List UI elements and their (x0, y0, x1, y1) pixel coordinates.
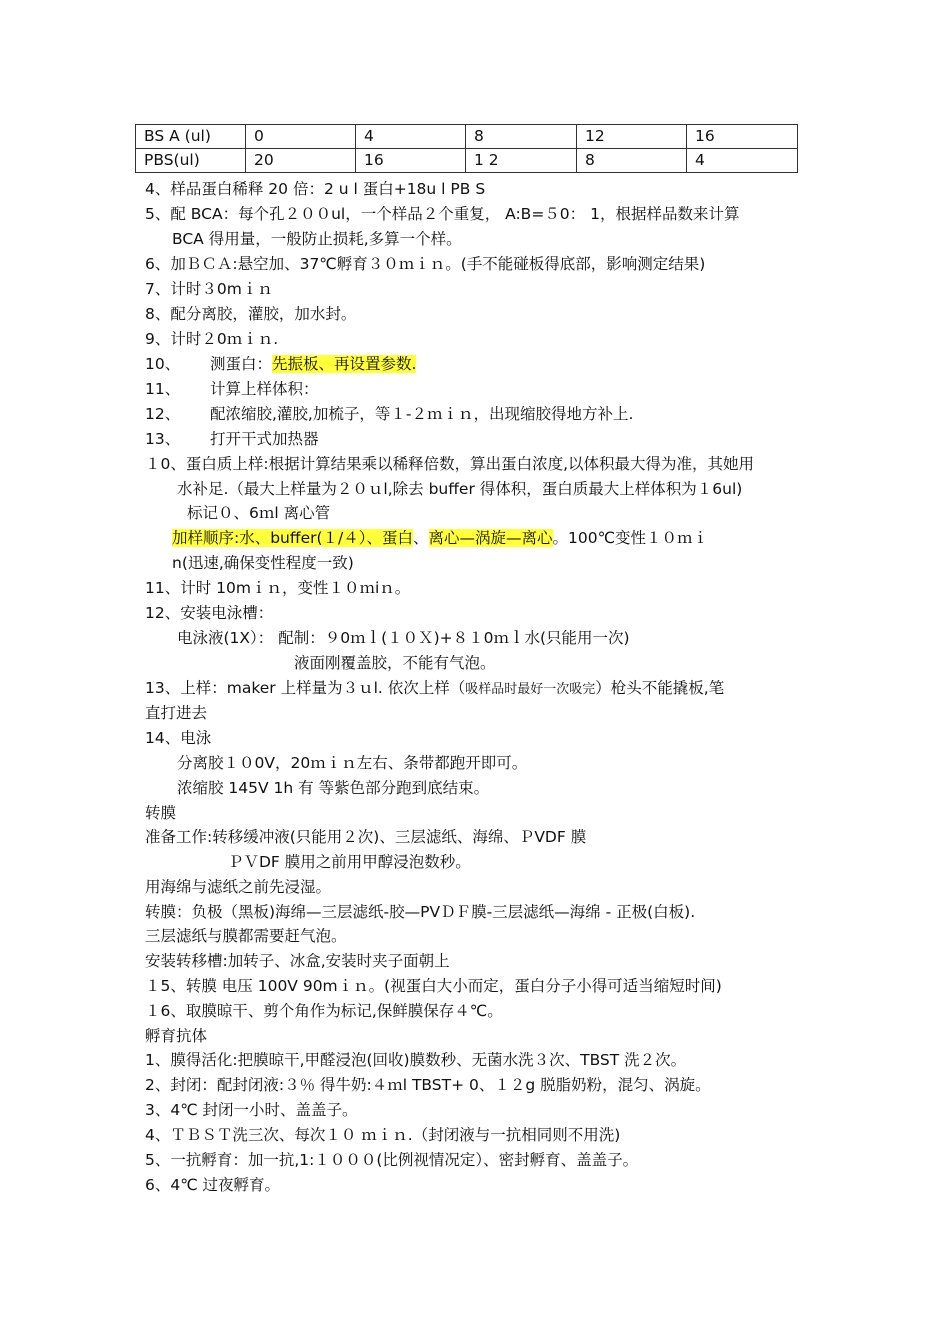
text-line: 打开干式加热器 (210, 430, 319, 448)
text-span: ）枪头不能撬板,笔 (595, 679, 725, 697)
highlighted-text: 离心—涡旋—离心 (428, 529, 553, 547)
table-cell: BS A (ul) (136, 125, 246, 149)
table-cell: 4 (687, 149, 798, 173)
text-line: 配浓缩胶,灌胶,加梳子，等１-２ｍｉｎ，出现缩胶得地方补上. (210, 405, 634, 423)
table-cell: 8 (577, 149, 687, 173)
table-cell: 4 (356, 125, 466, 149)
table-cell: PBS(ul) (136, 149, 246, 173)
text-line: 3、4℃ 封闭一小时、盖盖子。 (145, 1101, 358, 1119)
text-line: 标记０、6ｍl 离心管 (187, 504, 331, 522)
table-cell: 1 2 (466, 149, 577, 173)
table-row (136, 125, 798, 149)
table-cell: 16 (356, 149, 466, 173)
text-line: 安装转移槽:加转子、冰盒,安装时夹子面朝上 (145, 952, 450, 970)
text-span: 测蛋白： (210, 355, 273, 373)
text-line: 9、计时２0ｍｉｎ. (145, 330, 279, 348)
section-heading: 转膜 (145, 804, 177, 822)
text-line (145, 678, 724, 698)
text-line: １0、蛋白质上样:根据计算结果乘以稀释倍数，算出蛋白浓度,以体积最大得为准，其她用 (145, 455, 755, 473)
bsa-dilution-table (135, 124, 798, 173)
text-line: 转膜：负极（黑板)海绵—三层滤纸-胶—PVＤＦ膜-三层滤纸—海绵 - 正极(白板). (145, 903, 696, 921)
text-line: １6、取膜晾干、剪个角作为标记,保鲜膜保存４℃。 (145, 1002, 503, 1020)
text-line: 液面刚覆盖胶，不能有气泡。 (294, 654, 496, 672)
text-line: 14、电泳 (145, 729, 212, 747)
text-line: 12、安装电泳槽： (145, 604, 274, 622)
text-line: 5、一抗孵育：加一抗,1:１０００(比例视情况定）、密封孵育、盖盖子。 (145, 1151, 639, 1169)
text-line: 直打进去 (145, 704, 208, 722)
text-line: 分离胶１０0V，20ｍｉｎ左右、条带都跑开即可。 (177, 754, 528, 772)
text-line: 1、膜得活化:把膜晾干,甲醛浸泡(回收)膜数秒、无菌水洗３次、TBST 洗２次。 (145, 1051, 687, 1069)
text-line (210, 354, 416, 374)
text-line: 用海绵与滤纸之前先浸湿。 (145, 878, 332, 896)
table-cell: 0 (246, 125, 356, 149)
text-line: 4、ＴＢＳＴ洗三次、每次１０ ｍｉｎ.（封闭液与一抗相同则不用洗) (145, 1126, 621, 1144)
section-heading: 孵育抗体 (145, 1027, 208, 1045)
table-cell: 8 (466, 125, 577, 149)
text-line: 浓缩胶 145V 1h 有 等紫色部分跑到底结束。 (177, 779, 490, 797)
table-cell: 12 (577, 125, 687, 149)
table-row (136, 149, 798, 173)
text-span: 13、上样：maker 上样量为３ｕl. 依次上样（ (145, 679, 466, 697)
text-line (172, 528, 708, 548)
text-line: １5、转膜 电压 100V 90mｉｎ。(视蛋白大小而定，蛋白分子小得可适当缩短时间) (145, 977, 722, 995)
text-span: 。100℃变性１０ｍｉ (552, 529, 709, 547)
text-line: 三层滤纸与膜都需要赶气泡。 (145, 927, 347, 945)
step-number: 10、 (145, 355, 181, 373)
table-cell: 16 (687, 125, 798, 149)
text-line: 8、配分离胶，灌胶，加水封。 (145, 305, 357, 323)
text-line: 6、加ＢＣＡ:悬空加、37℃孵育３０ｍｉｎ。(手不能碰板得底部，影响测定结果) (145, 255, 706, 273)
text-line: n(迅速,确保变性程度一致) (172, 554, 354, 572)
text-line: 计算上样体积： (210, 380, 319, 398)
text-line: 7、计时３0mｉｎ (145, 280, 273, 298)
text-line: 11、计时 10mｉｎ，变性１０ｍiｎ。 (145, 579, 411, 597)
text-line: 2、封闭：配封闭液:３％ 得牛奶:４ｍl TBST+ 0、１２g 脱脂奶粉，混匀、涡旋。 (145, 1076, 711, 1094)
highlighted-text: 先振板、再设置参数. (272, 355, 417, 373)
text-line: ＰＶDF 膜用之前用甲醇浸泡数秒。 (228, 853, 471, 871)
text-line: 6、4℃ 过夜孵育。 (145, 1176, 281, 1194)
text-line: 电泳液(1X）： 配制：９0ｍｌ(１０Ｘ)+８１0ｍｌ水(只能用一次) (177, 629, 630, 647)
step-number: 11、 (145, 380, 181, 398)
text-span: 、 (413, 529, 429, 547)
table-cell: 20 (246, 149, 356, 173)
text-line: 5、配 BCA：每个孔２００ul，一个样品２个重复， A:B=５0： 1，根据样品数来计算 (145, 205, 740, 223)
text-line: 水补足.（最大上样量为２０ｕl,除去 buffer 得体积，蛋白质最大上样体积为１6ul) (177, 480, 743, 498)
step-number: 13、 (145, 430, 181, 448)
text-span: 吸样品时最好一次吸完 (465, 682, 596, 697)
highlighted-text: 加样顺序:水、buffer(１/４）、蛋白 (172, 529, 413, 547)
text-line: BCA 得用量，一般防止损耗,多算一个样。 (172, 230, 462, 248)
text-line: 4、样品蛋白稀释 20 倍：2 u l 蛋白+18u l PB S (145, 180, 486, 198)
step-number: 12、 (145, 405, 181, 423)
text-line: 准备工作:转移缓冲液(只能用２次)、三层滤纸、海绵、ＰVDF 膜 (145, 828, 587, 846)
